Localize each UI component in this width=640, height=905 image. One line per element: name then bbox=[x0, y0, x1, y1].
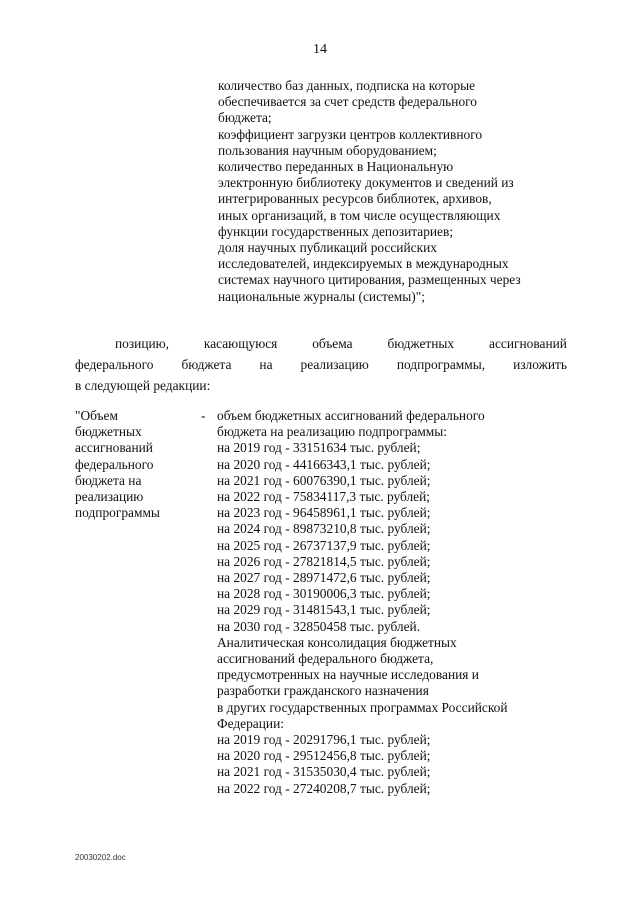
budget-line: на 2027 год - 28971472,6 тыс. рублей; bbox=[217, 570, 431, 586]
budget-line: на 2030 год - 32850458 тыс. рублей. bbox=[217, 618, 421, 634]
indicator-line: бюджета; bbox=[218, 110, 272, 126]
budget-line: на 2021 год - 31535030,4 тыс. рублей; bbox=[217, 764, 431, 780]
indicator-line: доля научных публикаций российских bbox=[218, 240, 437, 256]
paragraph-word: изложить bbox=[513, 357, 567, 372]
position-label-line: реализацию bbox=[75, 489, 144, 505]
budget-line: на 2023 год - 96458961,1 тыс. рублей; bbox=[217, 505, 431, 521]
indicator-line: иных организаций, в том числе осуществляющих bbox=[218, 207, 501, 223]
paragraph-word: касающуюся bbox=[203, 336, 278, 351]
budget-line: на 2029 год - 31481543,1 тыс. рублей; bbox=[217, 602, 431, 618]
position-label-line: бюджета на bbox=[75, 472, 142, 488]
paragraph-word: бюджета bbox=[181, 357, 232, 372]
budget-line: ассигнований федерального бюджета, bbox=[217, 651, 434, 667]
position-label bbox=[75, 408, 195, 521]
page-number: 14 bbox=[313, 42, 327, 57]
budget-line: на 2021 год - 60076390,1 тыс. рублей; bbox=[217, 472, 431, 488]
paragraph-word: федерального bbox=[75, 357, 154, 372]
budget-line: на 2022 год - 75834117,3 тыс. рублей; bbox=[217, 489, 430, 505]
position-label-line: федерального bbox=[75, 456, 154, 472]
budget-allocation-text bbox=[217, 408, 597, 797]
paragraph-word: подпрограммы, bbox=[396, 357, 486, 372]
paragraph-word: реализацию bbox=[300, 357, 369, 372]
budget-line: в других государственных программах Российской bbox=[217, 699, 508, 715]
paragraph-word: объема bbox=[312, 336, 353, 351]
indicator-line: исследователей, индексируемых в международных bbox=[218, 256, 509, 272]
indicator-line: национальные журналы (системы)"; bbox=[218, 288, 425, 304]
budget-line: на 2025 год - 26737137,9 тыс. рублей; bbox=[217, 537, 431, 553]
indicator-line: пользования научным оборудованием; bbox=[218, 142, 437, 158]
indicator-line: коэффициент загрузки центров коллективного bbox=[218, 126, 483, 142]
indicator-line: количество баз данных, подписка на которые bbox=[218, 78, 476, 93]
budget-line: на 2026 год - 27821814,5 тыс. рублей; bbox=[217, 553, 431, 569]
budget-line: Аналитическая консолидация бюджетных bbox=[217, 634, 457, 650]
budget-line: на 2019 год - 20291796,1 тыс. рублей; bbox=[217, 732, 431, 748]
footer-filename: 20030202.doc bbox=[75, 853, 126, 862]
budget-line: разработки гражданского назначения bbox=[217, 683, 429, 699]
budget-line: на 2020 год - 44166343,1 тыс. рублей; bbox=[217, 456, 431, 472]
indicator-line: функции государственных депозитариев; bbox=[218, 223, 454, 239]
indicator-list bbox=[218, 78, 598, 305]
position-label-line: бюджетных bbox=[75, 424, 142, 440]
budget-line: бюджета на реализацию подпрограммы: bbox=[217, 424, 448, 440]
paragraph-word: на bbox=[259, 357, 273, 372]
budget-line: предусмотренных на научные исследования и bbox=[217, 667, 479, 683]
budget-line: на 2022 год - 27240208,7 тыс. рублей; bbox=[217, 780, 431, 796]
position-label-line: "Объем bbox=[75, 408, 118, 423]
budget-line: на 2020 год - 29512456,8 тыс. рублей; bbox=[217, 748, 431, 764]
budget-line: на 2019 год - 33151634 тыс. рублей; bbox=[217, 440, 421, 456]
budget-line: объем бюджетных ассигнований федерального bbox=[217, 408, 485, 423]
paragraph-line-2 bbox=[75, 354, 567, 375]
indicator-line: количество переданных в Национальную bbox=[218, 159, 454, 175]
paragraph-word: позицию, bbox=[115, 336, 170, 351]
indicator-line: обеспечивается за счет средств федерального bbox=[218, 94, 478, 110]
position-label-line: подпрограммы bbox=[75, 505, 160, 521]
indicator-line: системах научного цитирования, размещенных через bbox=[218, 272, 521, 288]
budget-line: на 2028 год - 30190006,3 тыс. рублей; bbox=[217, 586, 431, 602]
paragraph-word: ассигнований bbox=[489, 336, 567, 351]
separator-dash: - bbox=[201, 408, 206, 423]
paragraph-word: бюджетных bbox=[387, 336, 455, 351]
indicator-line: интегрированных ресурсов библиотек, архивов, bbox=[218, 191, 492, 207]
budget-line: Федерации: bbox=[217, 715, 284, 731]
position-label-line: ассигнований bbox=[75, 440, 153, 456]
paragraph-line-3: в следующей редакции: bbox=[75, 378, 211, 393]
paragraph-line-1 bbox=[75, 333, 567, 354]
indicator-line: электронную библиотеку документов и сведений из bbox=[218, 175, 514, 191]
budget-line: на 2024 год - 89873210,8 тыс. рублей; bbox=[217, 521, 431, 537]
